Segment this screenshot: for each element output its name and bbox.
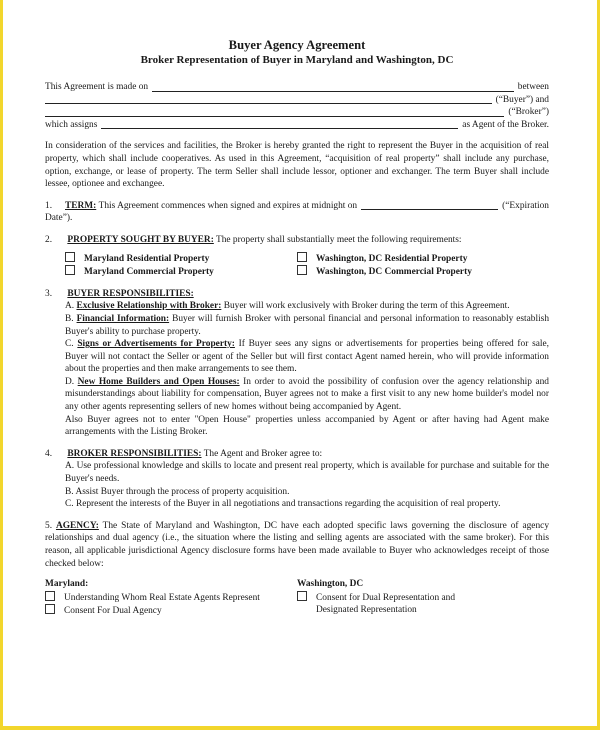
agency-paragraph <box>45 520 549 570</box>
md-residential-checkbox[interactable] <box>65 252 75 262</box>
agreement-date-field[interactable] <box>152 82 514 92</box>
buyer-resp-heading: BUYER RESPONSIBILITIES: <box>67 288 194 299</box>
section-agency <box>45 520 549 618</box>
dc-residential-checkbox[interactable] <box>297 252 307 262</box>
agency-heading: AGENCY: <box>55 520 99 531</box>
buyer-resp-a <box>45 300 549 313</box>
broker-resp-b <box>45 486 549 499</box>
broker-name-field[interactable] <box>45 107 504 117</box>
property-text: The property shall substantially meet the following requirements: <box>216 234 462 245</box>
dc-commercial-checkbox[interactable] <box>297 265 307 275</box>
term-number: 1. <box>45 200 53 211</box>
broker-resp-a <box>45 460 549 485</box>
dc-disclosures <box>297 578 529 618</box>
term-text: This Agreement commences when signed and expires at midnight on <box>98 200 358 211</box>
broker-label: (“Broker”) <box>508 107 549 118</box>
buyer-resp-c-label: Signs or Advertisements for Property: <box>77 339 235 350</box>
section-broker-responsibilities <box>45 448 549 511</box>
document-subtitle: Broker Representation of Buyer in Maryland and Washington, DC <box>140 54 454 66</box>
item-letter: A. <box>65 301 75 312</box>
between-label: between <box>517 82 549 92</box>
broker-resp-number: 4. <box>45 448 53 459</box>
md-dual-agency-label: Consent For Dual Agency <box>64 606 162 617</box>
buyer-name-field[interactable] <box>45 94 492 104</box>
maryland-heading: Maryland: <box>45 579 89 590</box>
md-dual-agency-checkbox[interactable] <box>45 604 55 614</box>
buyer-resp-b-label: Financial Information: <box>76 313 170 324</box>
which-assigns-label: which assigns <box>45 119 98 130</box>
document-title: Buyer Agency Agreement <box>228 38 366 52</box>
item-letter: A. <box>65 461 75 472</box>
buyer-line <box>45 94 549 107</box>
item-letter: B. <box>65 313 74 324</box>
section-buyer-responsibilities <box>45 288 549 439</box>
broker-resp-heading: BROKER RESPONSIBILITIES: <box>67 448 202 459</box>
section-property <box>45 234 549 279</box>
buyer-resp-a-text: Buyer will work exclusively with Broker during the term of this Agreement. <box>223 301 510 312</box>
section-term <box>45 200 549 225</box>
agency-disclosures <box>45 578 549 618</box>
maryland-disclosures <box>45 578 297 618</box>
broker-resp-b-text: Assist Buyer through the process of property acquisition. <box>75 486 290 497</box>
md-residential-label: Maryland Residential Property <box>84 253 210 264</box>
dc-designated-representation-label: Designated Representation <box>316 605 417 616</box>
document-page <box>45 38 549 618</box>
dc-commercial-label: Washington, DC Commercial Property <box>316 267 472 278</box>
property-options-row-1 <box>45 252 549 266</box>
broker-resp-a-text: Use professional knowledge and skills to locate and present real property, which is available for purchase and suitable for the Buyer's needs. <box>65 461 549 485</box>
expiration-date-field[interactable] <box>361 200 498 210</box>
consideration-paragraph: In consideration of the services and facilities, the Broker is hereby granted the right to represent the Buyer in the acquisition of real property, which shall include cooperatives. As used in this Agreement, “acquisition of real property” shall include any purchase, option, exchange, or lease of property. The term Seller shall include lessor, optioner and exchanger. The term Buyer shall include lessee, optionee and exchangee. <box>45 141 549 190</box>
md-whom-agents-label: Understanding Whom Real Estate Agents Represent <box>64 592 260 603</box>
dc-residential-label: Washington, DC Residential Property <box>316 253 468 264</box>
property-heading: PROPERTY SOUGHT BY BUYER: <box>67 234 214 245</box>
buyer-resp-c <box>45 338 549 376</box>
buyer-resp-a-label: Exclusive Relationship with Broker: <box>76 301 222 312</box>
agency-text: The State of Maryland and Washington, DC have each adopted specific laws governing the disclosure of agency relationships and dual agency (i.e., the situation where the listing and selling agents are associated with the same broker). For this reason, all applicable jurisdictional Agency disclosure forms have been made available to Buyer who acknowledges receipt of those checked below: <box>45 520 550 569</box>
agency-number: 5. <box>45 520 53 531</box>
dc-dual-representation-label: Consent for Dual Representation and <box>316 592 456 603</box>
broker-resp-c-text: Represent the interests of the Buyer in all negotiations and transactions regarding the acquisition of real property. <box>75 499 501 510</box>
buyer-resp-b <box>45 313 549 338</box>
buyer-resp-c-text: If Buyer sees any signs or advertisements for properties being offered for sale, Buyer will not contact the Seller or agent of the Seller but will first contact Agent named herein, who will provide information about the properties and then make arrangements to see them. <box>65 339 549 375</box>
as-agent-label: as Agent of the Broker. <box>462 119 549 130</box>
buyer-resp-d-text: In order to avoid the possibility of confusion over the agency relationship and misunderstandings about liability for compensation, Buyer agrees not to make a first visit to any new home builder's model nor any other agents representing sellers of new homes without being accompanied by Agent. <box>65 376 549 413</box>
property-number: 2. <box>45 234 53 245</box>
item-letter: C. <box>65 499 74 510</box>
item-letter: B. <box>65 486 74 497</box>
buyer-resp-d-label: New Home Builders and Open Houses: <box>77 376 240 387</box>
agreement-date-line <box>45 81 549 94</box>
buyer-resp-number: 3. <box>45 288 53 299</box>
agent-line <box>45 119 549 132</box>
term-heading: TERM: <box>65 200 97 211</box>
broker-resp-text: The Agent and Broker agree to: <box>203 448 323 459</box>
buyer-resp-b-text: Buyer will furnish Broker with personal financial and personal information to reasonably establish Buyer's ability to purchase property. <box>65 313 550 337</box>
md-commercial-label: Maryland Commercial Property <box>84 267 214 278</box>
made-on-label: This Agreement is made on <box>45 82 149 92</box>
buyer-resp-also: Also Buyer agrees not to enter "Open House" properties unless accompanied by Agent or after having had Agent make arrangements with the Listing Broker. <box>65 414 549 438</box>
dc-heading: Washington, DC <box>297 579 364 590</box>
broker-line <box>45 106 549 119</box>
buyer-resp-d <box>45 376 549 414</box>
term-tail-2: Date”). <box>45 213 73 224</box>
agent-name-field[interactable] <box>101 119 458 129</box>
dc-dual-representation-checkbox[interactable] <box>297 591 307 601</box>
item-letter: C. <box>65 339 74 350</box>
property-options-row-2 <box>45 265 549 279</box>
term-tail: (“Expiration <box>502 200 549 211</box>
buyer-label: (“Buyer”) and <box>495 94 549 105</box>
item-letter: D. <box>65 376 75 387</box>
broker-resp-c <box>45 498 549 511</box>
md-commercial-checkbox[interactable] <box>65 265 75 275</box>
md-whom-agents-checkbox[interactable] <box>45 591 55 601</box>
